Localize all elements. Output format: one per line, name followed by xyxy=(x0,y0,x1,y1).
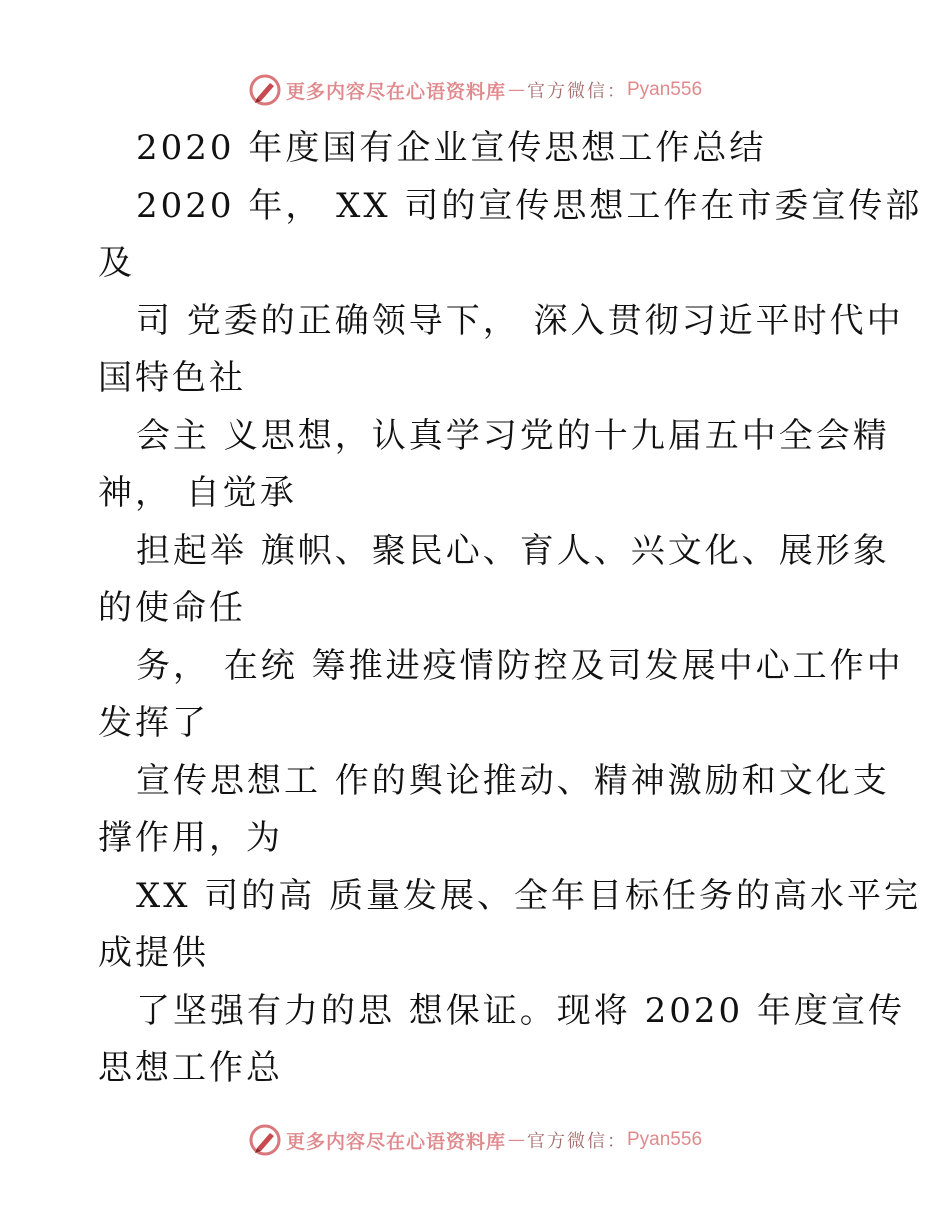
banner-wechat-id: Pyan556 xyxy=(627,79,703,100)
banner-dash: — xyxy=(508,80,525,100)
text-line: 发挥了 xyxy=(98,703,209,743)
text-line: 思想工作总 xyxy=(98,1048,283,1088)
text-line: 撑作用，为 xyxy=(98,818,283,858)
footer-watermark-banner xyxy=(0,1120,950,1160)
text-line: 及 xyxy=(98,243,135,283)
text-line: 担起举 旗帜、聚民心、育人、兴文化、展形象 xyxy=(136,530,890,571)
banner-slogan: 更多内容尽在心语资料库 xyxy=(285,80,506,103)
header-watermark-banner xyxy=(0,70,950,110)
text-line: 的使命任 xyxy=(98,588,246,628)
document-title: 2020 年度国有企业宣传思想工作总结 xyxy=(136,128,767,168)
text-line: 了坚强有力的思 想保证。现将 2020 年度宣传 xyxy=(136,990,905,1031)
text-line: 司 党委的正确领导下， 深入贯彻习近平时代中 xyxy=(136,300,904,341)
banner-dash: — xyxy=(508,1130,525,1150)
banner-slogan: 更多内容尽在心语资料库 xyxy=(285,1130,506,1153)
text-line: 神， 自觉承 xyxy=(98,473,297,513)
banner-wechat-id: Pyan556 xyxy=(627,1129,703,1150)
text-line: 会主 义思想，认真学习党的十九届五中全会精 xyxy=(136,415,890,456)
text-line: 国特色社 xyxy=(98,358,246,398)
text-line: 务， 在统 筹推进疫情防控及司发展中心工作中 xyxy=(136,645,904,686)
text-line: 成提供 xyxy=(98,933,209,973)
text-line: 宣传思想工 作的舆论推动、精神激励和文化支 xyxy=(136,760,890,801)
pen-logo-icon xyxy=(248,73,282,107)
pen-logo-icon xyxy=(248,1123,282,1157)
text-line: XX 司的高 质量发展、全年目标任务的高水平完 xyxy=(136,875,922,916)
banner-wechat-label: 官方微信： xyxy=(527,1131,627,1152)
text-line: 2020 年， XX 司的宣传思想工作在市委宣传部 xyxy=(136,185,923,226)
banner-wechat-label: 官方微信： xyxy=(527,81,627,102)
document-body xyxy=(98,120,923,1098)
